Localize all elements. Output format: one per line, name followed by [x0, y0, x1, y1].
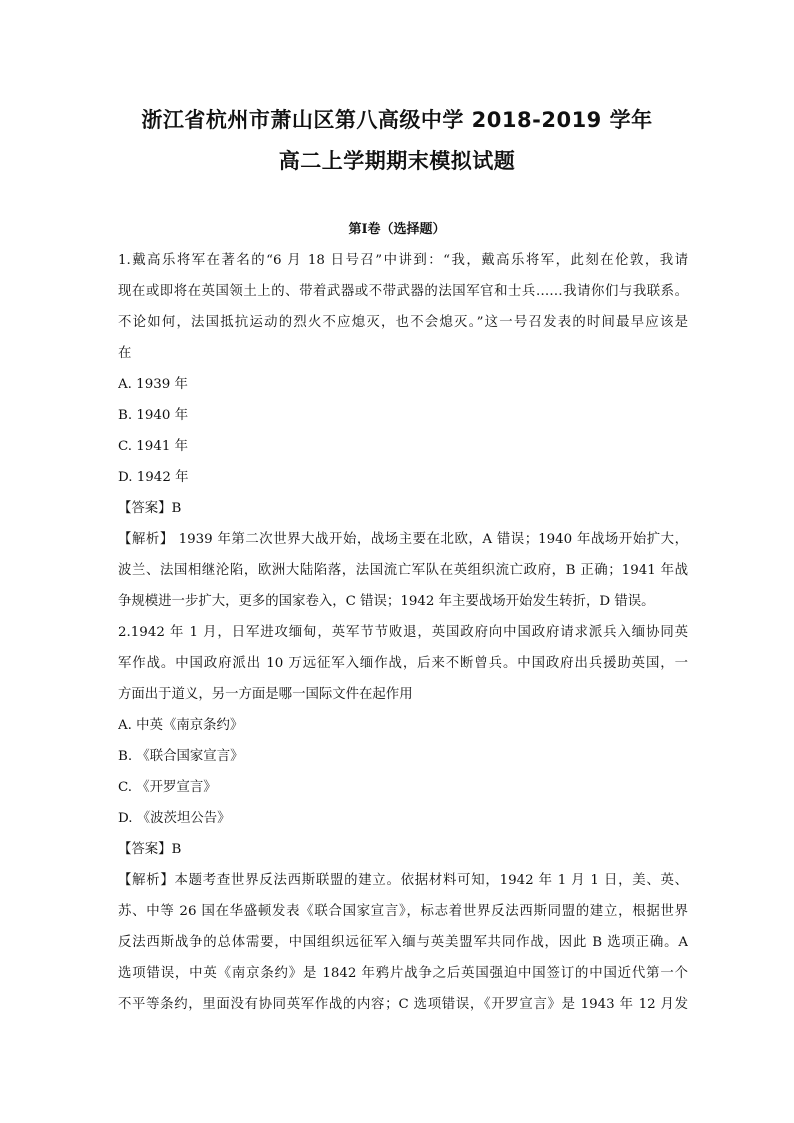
analysis-line: 不平等条约，里面没有协同英军作战的内容；C 选项错误，《开罗宣言》是 1943 年 12 月发: [118, 997, 688, 1012]
answer: 【答案】B: [118, 501, 182, 516]
option-b: B. 1940 年: [118, 408, 189, 423]
question-stem-line: 2.1942 年 1 月，日军进攻缅甸，英军节节败退，英国政府向中国政府请求派兵入缅协同英: [118, 625, 688, 640]
option-c: C. 1941 年: [118, 439, 189, 454]
question-stem-line: 方面出于道义，另一方面是哪一国际文件在起作用: [118, 687, 413, 702]
question-stem-line: 不论如何，法国抵抗运动的烈火不应熄灭，也不会熄灭。”这一号召发表的时间最早应该是: [118, 315, 688, 330]
analysis-line: 波兰、法国相继沦陷，欧洲大陆陷落，法国流亡军队在英组织流亡政府，B 正确；1941 年战: [118, 563, 688, 578]
analysis-line: 选项错误，中英《南京条约》是 1842 年鸦片战争之后英国强迫中国签订的中国近代第一个: [118, 966, 688, 981]
option-a: A. 1939 年: [118, 377, 188, 392]
question-stem-line: 1.戴高乐将军在著名的“6 月 18 日号召”中讲到：“我，戴高乐将军，此刻在伦敦，我请: [118, 253, 688, 268]
question-stem-line: 军作战。中国政府派出 10 万远征军入缅作战，后来不断曾兵。中国政府出兵援助英国，一: [118, 656, 688, 671]
document-title-line-1: 浙江省杭州市萧山区第八高级中学 2018-2019 学年: [141, 108, 653, 132]
option-b: B. 《联合国家宣言》: [118, 749, 244, 764]
analysis-line: 反法西斯战争的总体需要，中国组织远征军入缅与英美盟军共同作战，因此 B 选项正确。A: [118, 935, 688, 950]
question-stem-line: 现在或即将在英国领土上的、带着武器或不带武器的法国军官和士兵……我请你们与我联系。: [118, 284, 688, 299]
analysis-line: 【解析】 1939 年第二次世界大战开始，战场主要在北欧，A 错误；1940 年战场开始扩大，: [118, 532, 688, 547]
analysis-line: 苏、中等 26 国在华盛顿发表《联合国家宣言》，标志着世界反法西斯同盟的建立，根据世界: [118, 904, 688, 919]
option-c: C. 《开罗宣言》: [118, 780, 217, 795]
document-body: [118, 245, 688, 1020]
analysis-line: 【解析】本题考查世界反法西斯联盟的建立。依据材料可知，1942 年 1 月 1 日，美、英、: [118, 873, 688, 888]
analysis-line: 争规模进一步扩大，更多的国家卷入，C 错误；1942 年主要战场开始发生转折，D 错误。: [118, 594, 655, 609]
question-stem-line: 在: [118, 346, 132, 361]
document-title-line-2: 高二上学期期末模拟试题: [278, 149, 516, 173]
option-a: A. 中英《南京条约》: [118, 718, 244, 733]
option-d: D. 《波茨坦公告》: [118, 811, 231, 826]
answer: 【答案】B: [118, 842, 182, 857]
section-title: 第Ⅰ卷（选择题）: [348, 222, 446, 237]
option-d: D. 1942 年: [118, 470, 189, 485]
question-2: [118, 617, 688, 1020]
question-1: [118, 245, 688, 617]
